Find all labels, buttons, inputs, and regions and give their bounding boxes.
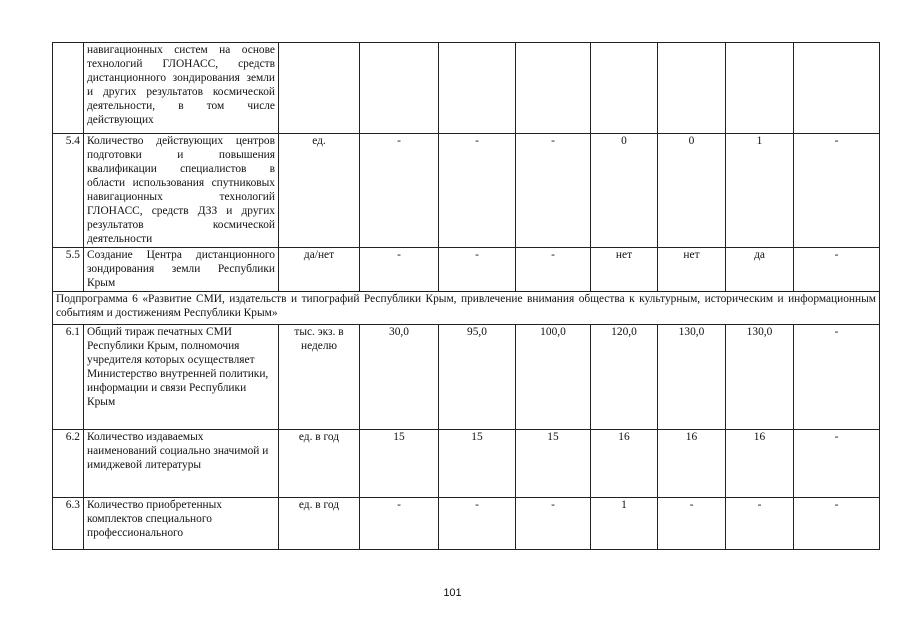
value-cell: 95,0 — [439, 325, 516, 430]
table-row — [53, 498, 880, 550]
value-cell — [726, 43, 794, 134]
table-row — [53, 134, 880, 248]
value-cell — [516, 43, 591, 134]
value-cell — [439, 43, 516, 134]
value-cell: 15 — [439, 430, 516, 498]
row-number: 5.4 — [53, 134, 84, 248]
value-cell: - — [439, 134, 516, 248]
subprogram-row — [53, 292, 880, 325]
table-row — [53, 430, 880, 498]
value-cell: - — [360, 248, 439, 292]
value-cell: - — [439, 498, 516, 550]
value-cell: 30,0 — [360, 325, 439, 430]
value-cell — [360, 43, 439, 134]
value-cell: нет — [591, 248, 658, 292]
value-cell: 130,0 — [726, 325, 794, 430]
value-cell: 16 — [658, 430, 726, 498]
value-cell: - — [794, 430, 880, 498]
unit-cell: ед. — [279, 134, 360, 248]
value-cell — [658, 43, 726, 134]
value-cell: - — [360, 498, 439, 550]
value-cell: - — [516, 134, 591, 248]
value-cell: 100,0 — [516, 325, 591, 430]
unit-cell: тыс. экз. в неделю — [279, 325, 360, 430]
unit-cell: да/нет — [279, 248, 360, 292]
indicator-name: Общий тираж печатных СМИ Республики Крым, полномочия учредителя которых осуществляет Министерство внутренней политики, информации и связи Республики Крым — [84, 325, 279, 430]
row-number: 6.1 — [53, 325, 84, 430]
indicators-table — [52, 42, 880, 550]
value-cell: да — [726, 248, 794, 292]
value-cell: - — [360, 134, 439, 248]
value-cell: - — [516, 498, 591, 550]
table-row — [53, 325, 880, 430]
value-cell: 1 — [726, 134, 794, 248]
indicator-name: Количество действующих центров подготовки и повышения квалификации специалистов в области использования спутниковых навигационных технологий ГЛОНАСС, средств ДЗЗ и других результатов космической деятельности — [84, 134, 279, 248]
indicator-name: Количество издаваемых наименований социально значимой и имиджевой литературы — [84, 430, 279, 498]
value-cell: - — [794, 325, 880, 430]
value-cell: 16 — [591, 430, 658, 498]
value-cell: - — [794, 134, 880, 248]
value-cell: 0 — [658, 134, 726, 248]
value-cell: 15 — [360, 430, 439, 498]
row-number — [53, 43, 84, 134]
value-cell: 130,0 — [658, 325, 726, 430]
value-cell: 16 — [726, 430, 794, 498]
subprogram-title: Подпрограмма 6 «Развитие СМИ, издательств и типографий Республики Крым, привлечение внимания общества к культурным, историческим и информационным событиям и достижениям Республики Крым» — [53, 292, 880, 325]
unit-cell: ед. в год — [279, 430, 360, 498]
value-cell: 120,0 — [591, 325, 658, 430]
value-cell: - — [794, 248, 880, 292]
value-cell: - — [658, 498, 726, 550]
value-cell: нет — [658, 248, 726, 292]
value-cell: - — [726, 498, 794, 550]
value-cell: - — [439, 248, 516, 292]
value-cell: 15 — [516, 430, 591, 498]
table-row — [53, 248, 880, 292]
value-cell — [591, 43, 658, 134]
value-cell: - — [794, 498, 880, 550]
row-number: 6.2 — [53, 430, 84, 498]
value-cell: - — [516, 248, 591, 292]
unit-cell — [279, 43, 360, 134]
unit-cell: ед. в год — [279, 498, 360, 550]
value-cell — [794, 43, 880, 134]
row-number: 5.5 — [53, 248, 84, 292]
indicator-name: Количество приобретенных комплектов специального профессионального — [84, 498, 279, 550]
indicator-name: Создание Центра дистанционного зондирования земли Республики Крым — [84, 248, 279, 292]
table-row — [53, 43, 880, 134]
value-cell: 0 — [591, 134, 658, 248]
page-number: 101 — [443, 587, 462, 599]
indicator-name: навигационных систем на основе технологий ГЛОНАСС, средств дистанционного зондирования земли и других результатов космической деятельности, в том числе действующих — [84, 43, 279, 134]
row-number: 6.3 — [53, 498, 84, 550]
value-cell: 1 — [591, 498, 658, 550]
